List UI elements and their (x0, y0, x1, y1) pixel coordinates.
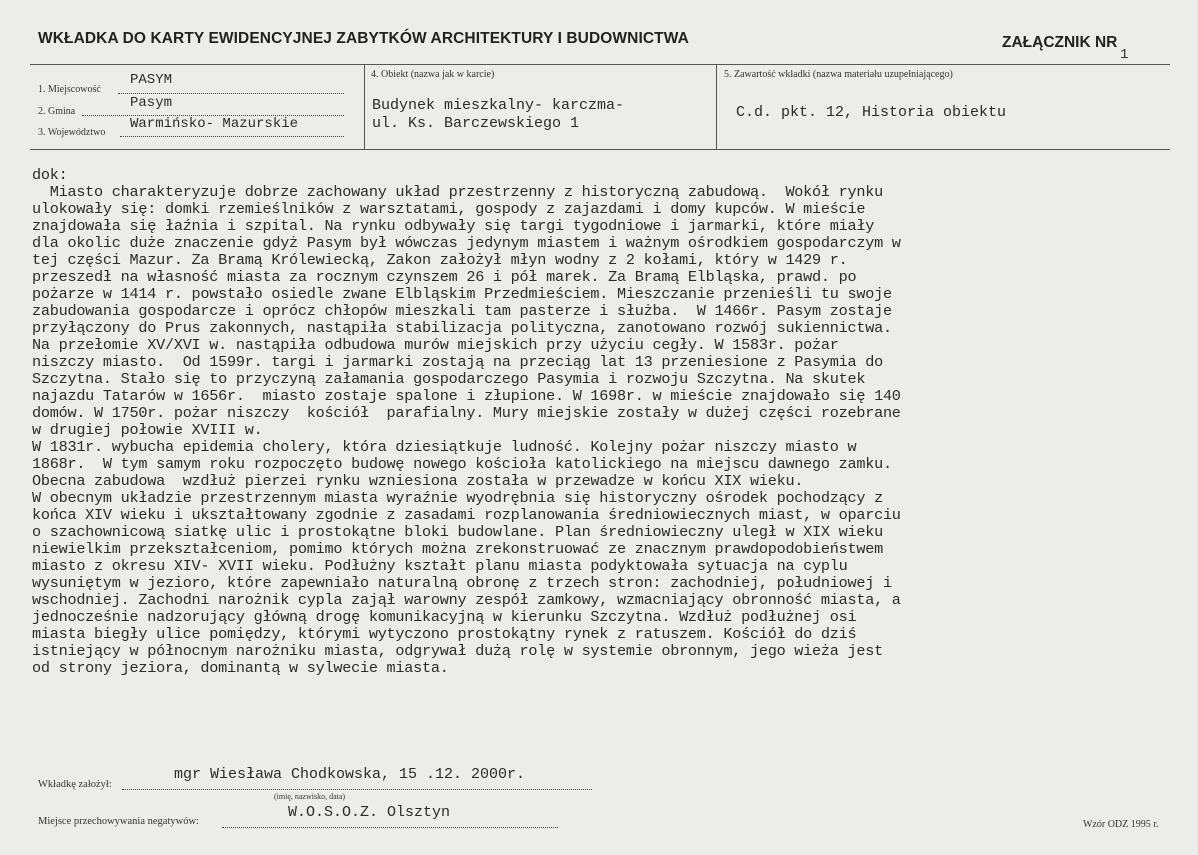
text-line: domów. W 1750r. pożar niszczy kościół parafialny. Mury miejskie zostały w dużej części rozebrane (32, 404, 901, 422)
text-line: wysuniętym w jezioro, które zapewniało naturalną obronę z trzech stron: zachodniej, południowej i (32, 574, 892, 592)
author-dots (122, 789, 592, 790)
miejscowosc-dots (118, 93, 344, 94)
text-line: istniejący w północnym narożniku miasta, odgrywał dużą rolę w systemie obronnym, jego wieża jest (32, 642, 883, 660)
text-line: niewielkim przekształceniom, pomimo których można zrekonstruować ze znacznym prawdopodobieństwem (32, 540, 883, 558)
text-line: ulokowały się: domki rzemieślników z warsztatami, gospody z zajazdami i domy kupców. W mieście (32, 200, 866, 218)
box-bottom-line (30, 149, 1170, 150)
text-line: Na przełomie XV/XVI w. nastąpiła odbudowa murów miejskich przy użyciu cegły. W 1583r. pożar (32, 336, 839, 354)
gmina-label: 2. Gmina (38, 106, 76, 117)
text-line: niszczy miasto. Od 1599r. targi i jarmarki zostają na przeciąg lat 13 przeniesione z Pasymia do (32, 353, 883, 371)
storage-label: Miejsce przechowywania negatywów: (38, 816, 199, 827)
text-line: od strony jeziora, dominantą w sylwecie miasta. (32, 659, 449, 677)
text-line: dok: (32, 166, 68, 184)
box-divider-1 (364, 64, 365, 150)
text-line: końca XIV wieku i ukształtowany zgodnie z zasadami rozplanowania średniowiecznych miast, w oparciu (32, 506, 901, 524)
history-text (32, 167, 1182, 677)
attachment-number: 1 (1120, 47, 1129, 63)
author-value: mgr Wiesława Chodkowska, 15 .12. 2000r. (174, 766, 526, 783)
obiekt-value-line1: Budynek mieszkalny- karczma- (372, 97, 625, 114)
text-line: w drugiej połowie XVIII w. (32, 421, 263, 439)
text-line: 1868r. W tym samym roku rozpoczęto budowę nowego kościoła katolickiego na miejscu dawnego zamku. (32, 455, 892, 473)
text-line: znajdowała się łaźnia i szpital. Na rynku odbywały się targi tygodniowe i jarmarki, które miały (32, 217, 875, 235)
text-line: W obecnym układzie przestrzennym miasta wyraźnie wyodrębnia się historyczny ośrodek pochodzący z (32, 489, 883, 507)
zawartosc-label: 5. Zawartość wkładki (nazwa materiału uzupełniającego) (724, 69, 953, 80)
text-line: tej części Mazur. Za Bramą Królewiecką, Zakon założył młyn wodny z 2 kołami, który w 1429 r. (32, 251, 848, 269)
text-line: przeszedł na własność miasta za rocznym czynszem 26 i pół marek. Za Bramą Elbląska, prawd. po (32, 268, 857, 286)
text-line: o szachownicową siatkę ulic i prostokątne bloki budowlane. Plan średniowieczny uległ w XIX wieku (32, 523, 883, 541)
author-label: Wkładkę założył: (38, 779, 112, 790)
text-line: miasto z okresu XIV- XVII wieku. Podłużny kształt planu miasta podyktowała sytuacja na cyplu (32, 557, 848, 575)
text-line: Obecna zabudowa wzdłuż pierzei rynku wzniesiona została w przewadze w końcu XIX wieku. (32, 472, 804, 490)
text-line: W 1831r. wybucha epidemia cholery, która dziesiątkuje ludność. Kolejny pożar niszczy miasto w (32, 438, 857, 456)
obiekt-label: 4. Obiekt (nazwa jak w karcie) (371, 69, 495, 80)
text-line: Szczytna. Stało się to przyczyną załamania gospodarczego Pasymia i rozwoju Szczytna. Na skutek (32, 370, 866, 388)
form-title: WKŁADKA DO KARTY EWIDENCYJNEJ ZABYTKÓW ARCHITEKTURY I BUDOWNICTWA (38, 30, 689, 47)
box-divider-2 (716, 64, 717, 150)
text-line: zabudowania gospodarcze i oprócz chłopów mieszkali tam pasterze i służba. W 1466r. Pasym zostaje (32, 302, 892, 320)
text-line: pożarze w 1414 r. powstało osiedle zwane Elbląskim Przedmieściem. Mieszczanie przenieśli tu swoje (32, 285, 892, 303)
text-line: miasta biegły ulice pomiędzy, którymi wytyczono prostokątny rynek z ratuszem. Kościół do dziś (32, 625, 857, 643)
text-line: najazdu Tatarów w 1656r. miasto zostaje spalone i złupione. W 1698r. w mieście znajdowało się 140 (32, 387, 901, 405)
author-hint: (imię, nazwisko, data) (274, 792, 346, 801)
gmina-value: Pasym (130, 95, 173, 111)
miejscowosc-label: 1. Miejscowość (38, 84, 101, 95)
wojewodztwo-label: 3. Województwo (38, 127, 106, 138)
text-line: Miasto charakteryzuje dobrze zachowany układ przestrzenny z historyczną zabudową. Wokół rynku (32, 183, 883, 201)
text-line: jednocześnie nadzorujący główną drogę komunikacyjną w kierunku Szczytna. Wzdłuż podłużnej osi (32, 608, 857, 626)
storage-dots (222, 827, 558, 828)
attachment-label: ZAŁĄCZNIK NR (1002, 34, 1118, 51)
text-line: wschodniej. Zachodni narożnik cypla zajął warowny zespół zamkowy, wzmacniający obronność miasta, a (32, 591, 901, 609)
text-line: przyłączony do Prus zakonnych, nastąpiła stabilizacja polityczna, zanotowano rozwój sukiennictwa. (32, 319, 892, 337)
miejscowosc-value: PASYM (130, 72, 173, 88)
obiekt-value-line2: ul. Ks. Barczewskiego 1 (372, 115, 580, 132)
wojewodztwo-value: Warmińsko- Mazurskie (130, 116, 299, 132)
text-line: dla okolic duże znaczenie gdyż Pasym był wówczas jedynym miastem i ważnym ośrodkiem gospodarczym w (32, 234, 901, 252)
zawartosc-value: C.d. pkt. 12, Historia obiektu (736, 104, 1007, 121)
wojewodztwo-dots (120, 136, 344, 137)
form-id: Wzór ODZ 1995 r. (1083, 819, 1159, 830)
storage-value: W.O.S.O.Z. Olsztyn (288, 804, 451, 821)
box-top-line (30, 64, 1170, 65)
